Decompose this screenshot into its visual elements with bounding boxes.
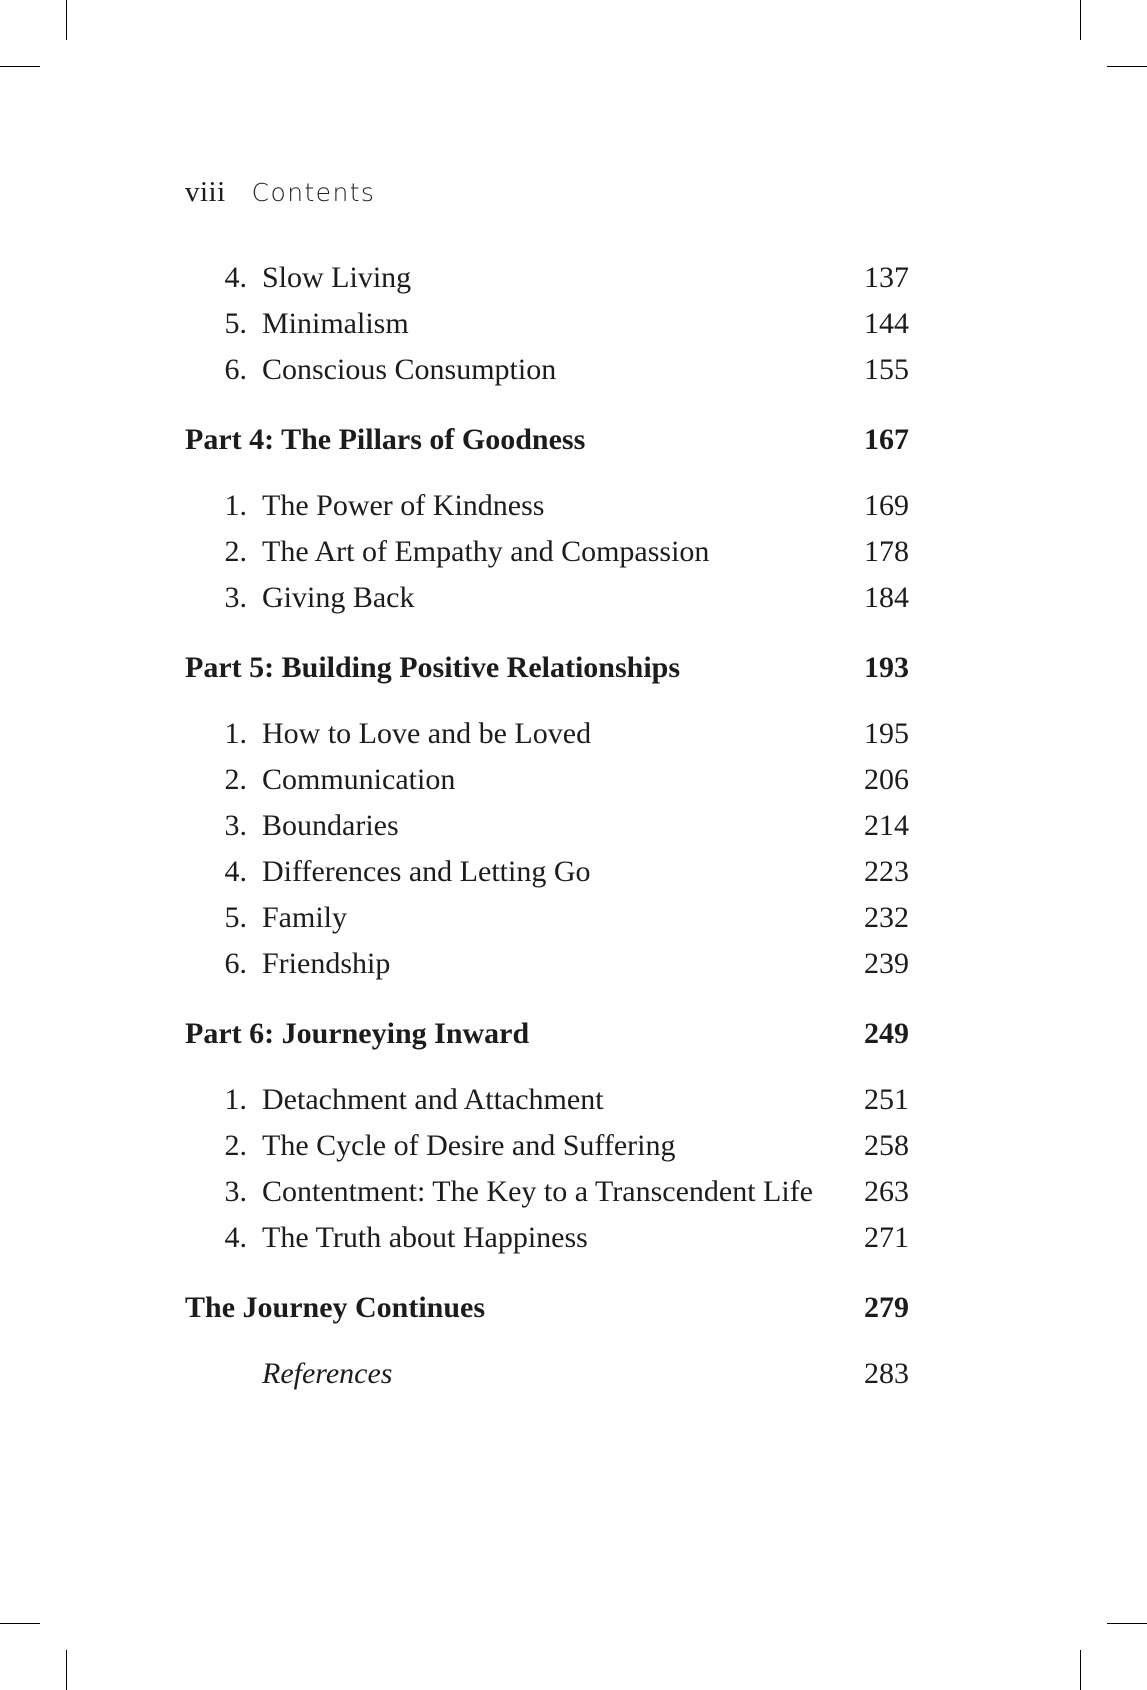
closing-title: The Journey Continues [185,1291,486,1324]
crop-mark-top-left-h [0,66,40,67]
chapter-title: How to Love and be Loved [262,717,592,750]
chapter-page-number: 258 [864,1129,909,1162]
chapter-title: Giving Back [262,581,415,614]
chapter-page-number: 239 [864,947,909,980]
chapter-page-number: 263 [864,1175,909,1208]
toc-entry[interactable] [185,757,909,803]
toc-entry-label-group [185,575,414,621]
toc-entry[interactable] [185,895,909,941]
toc-entry[interactable] [185,1123,909,1169]
chapter-number: 2. [224,535,247,568]
part-title: Part 4: The Pillars of Goodness [185,423,586,456]
crop-mark-top-right [1080,0,1081,40]
toc-entry[interactable] [185,255,909,301]
chapter-title: The Art of Empathy and Compassion [262,535,710,568]
part-heading[interactable] [185,417,909,463]
crop-mark-bottom-right-h [1107,1623,1147,1624]
part-page-number: 167 [864,423,909,456]
crop-mark-bottom-left [66,1650,67,1690]
chapter-page-number: 144 [864,307,909,340]
chapter-number: 1. [224,489,247,522]
chapter-number: 5. [224,901,247,934]
toc-entry[interactable] [185,711,909,757]
toc-entry-label-group [185,941,390,987]
toc-entry-label-group [185,757,455,803]
chapter-title: Conscious Consumption [262,353,557,386]
closing-page-number: 279 [864,1291,909,1324]
toc-entry[interactable] [185,1169,909,1215]
chapter-number: 1. [224,717,247,750]
chapter-page-number: 195 [864,717,909,750]
chapter-page-number: 232 [864,901,909,934]
toc-entry[interactable] [185,803,909,849]
chapter-number: 1. [224,1083,247,1116]
toc-entry[interactable] [185,941,909,987]
toc-entry[interactable] [185,575,909,621]
chapter-number: 2. [224,1129,247,1162]
references-label: References [262,1357,393,1390]
chapter-number: 3. [224,809,247,842]
part-heading[interactable] [185,1011,909,1057]
running-header [185,176,375,209]
chapter-page-number: 251 [864,1083,909,1116]
chapter-title: The Cycle of Desire and Suffering [262,1129,676,1162]
chapter-title: Friendship [262,947,391,980]
table-of-contents [185,255,909,1397]
page-folio: viii [185,176,226,208]
part-page-number: 193 [864,651,909,684]
crop-mark-bottom-left-h [0,1623,40,1624]
part-heading[interactable] [185,645,909,691]
toc-entry[interactable] [185,301,909,347]
closing-heading[interactable] [185,1285,909,1331]
chapter-title: Boundaries [262,809,399,842]
chapter-page-number: 137 [864,261,909,294]
chapter-page-number: 223 [864,855,909,888]
chapter-page-number: 206 [864,763,909,796]
toc-entry-label-group [185,1215,588,1261]
toc-entry-label-group [185,1077,604,1123]
chapter-number: 4. [224,855,247,888]
chapter-number: 3. [224,581,247,614]
toc-entry-label-group [185,849,591,895]
toc-entry-label-group [185,1123,675,1169]
toc-entry-label-group [185,711,591,757]
toc-entry[interactable] [185,1215,909,1261]
chapter-title: Communication [262,763,456,796]
chapter-number: 4. [224,261,247,294]
chapter-title: Family [262,901,348,934]
chapter-number: 6. [224,353,247,386]
toc-entry[interactable] [185,849,909,895]
chapter-page-number: 155 [864,353,909,386]
toc-entry-label-group [185,803,399,849]
chapter-number: 4. [224,1221,247,1254]
toc-entry-label-group [185,483,544,529]
chapter-number: 2. [224,763,247,796]
chapter-title: Slow Living [262,261,412,294]
toc-entry[interactable] [185,347,909,393]
chapter-page-number: 169 [864,489,909,522]
crop-mark-top-left [66,0,67,40]
chapter-page-number: 178 [864,535,909,568]
toc-entry[interactable] [185,529,909,575]
crop-mark-bottom-right [1080,1650,1081,1690]
chapter-page-number: 214 [864,809,909,842]
toc-entry-label-group [185,347,556,393]
chapter-title: The Truth about Happiness [262,1221,588,1254]
references-page-number: 283 [864,1357,909,1390]
part-title: Part 5: Building Positive Relationships [185,651,681,684]
toc-entry-label-group [185,529,709,575]
references-entry[interactable] [185,1351,909,1397]
chapter-title: Contentment: The Key to a Transcendent Life [262,1175,814,1208]
chapter-number: 5. [224,307,247,340]
toc-entry-label-group [185,301,409,347]
chapter-title: Differences and Letting Go [262,855,591,888]
chapter-title: Minimalism [262,307,409,340]
toc-entry-label-group [185,1169,813,1215]
part-page-number: 249 [864,1017,909,1050]
toc-entry-label-group [185,895,347,941]
chapter-page-number: 271 [864,1221,909,1254]
crop-mark-top-right-h [1107,66,1147,67]
chapter-number: 6. [224,947,247,980]
part-title: Part 6: Journeying Inward [185,1017,530,1050]
chapter-title: The Power of Kindness [262,489,545,522]
running-title: Contents [251,178,376,207]
toc-entry-label-group [185,255,411,301]
chapter-title: Detachment and Attachment [262,1083,604,1116]
chapter-number: 3. [224,1175,247,1208]
chapter-page-number: 184 [864,581,909,614]
toc-entry[interactable] [185,1077,909,1123]
toc-entry[interactable] [185,483,909,529]
